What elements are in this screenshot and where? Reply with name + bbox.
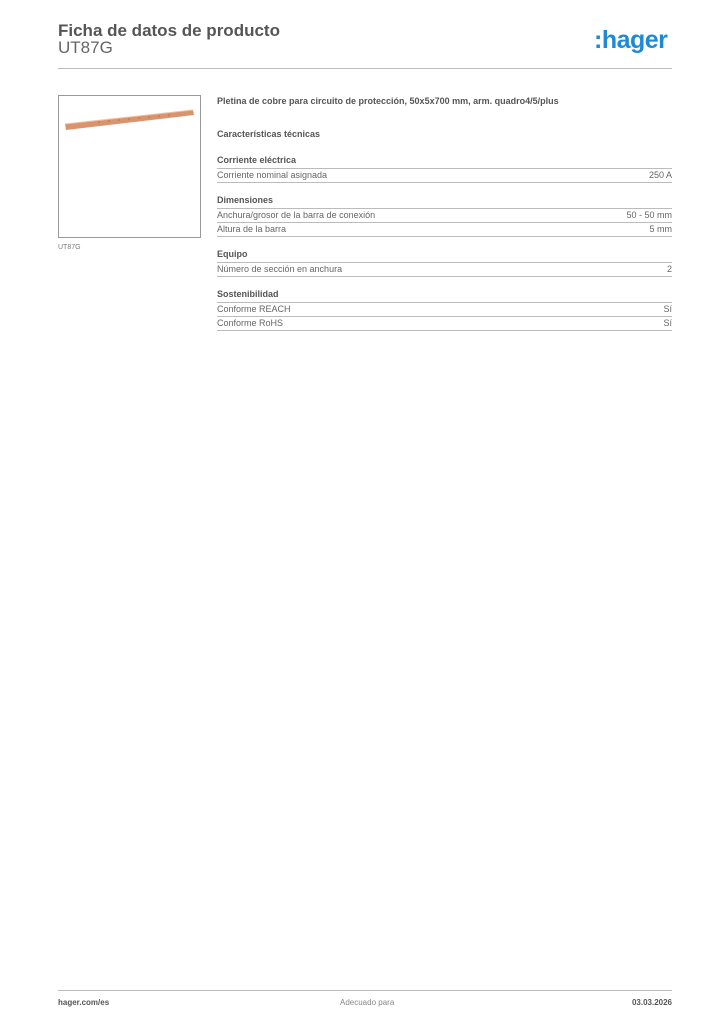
header-divider <box>58 68 672 69</box>
spec-label: Conforme RoHS <box>217 318 284 328</box>
product-code: UT87G <box>58 38 113 57</box>
product-details <box>217 96 672 331</box>
footer-date: 03.03.2026 <box>631 998 672 1007</box>
spec-section <box>217 289 672 331</box>
footer-suitable-for: Adecuado para <box>340 998 395 1007</box>
spec-label: Número de sección en anchura <box>217 264 343 274</box>
spec-value: 5 mm <box>649 224 672 234</box>
spec-label: Conforme REACH <box>217 304 291 314</box>
image-caption: UT87G <box>58 244 81 251</box>
spec-row <box>217 209 672 223</box>
product-description: Pletina de cobre para circuito de protección, 50x5x700 mm, arm. quadro4/5/plus <box>217 96 559 106</box>
section-title: Dimensiones <box>217 195 672 209</box>
spec-section <box>217 195 672 237</box>
footer-divider <box>58 990 672 991</box>
footer-website[interactable]: hager.com/es <box>58 998 110 1007</box>
spec-label: Altura de la barra <box>217 224 287 234</box>
spec-value: 250 A <box>648 170 672 180</box>
spec-row <box>217 223 672 237</box>
spec-row <box>217 317 672 331</box>
spec-row <box>217 263 672 277</box>
product-image <box>58 95 201 238</box>
characteristics-heading: Características técnicas <box>217 129 321 139</box>
spec-label: Anchura/grosor de la barra de conexión <box>217 210 376 220</box>
spec-value: 2 <box>666 264 672 274</box>
spec-row <box>217 303 672 317</box>
spec-row <box>217 169 672 183</box>
spec-value: Sí <box>663 304 672 314</box>
section-title: Corriente eléctrica <box>217 155 672 169</box>
spec-value: Sí <box>663 318 672 328</box>
hager-logo: :hager <box>594 26 668 54</box>
spec-section <box>217 155 672 183</box>
copper-bar-icon <box>59 96 200 237</box>
spec-value: 50 - 50 mm <box>626 210 672 220</box>
section-title: Sostenibilidad <box>217 289 672 303</box>
spec-section <box>217 249 672 277</box>
spec-label: Corriente nominal asignada <box>217 170 328 180</box>
page-title: Ficha de datos de producto <box>58 21 280 40</box>
section-title: Equipo <box>217 249 672 263</box>
